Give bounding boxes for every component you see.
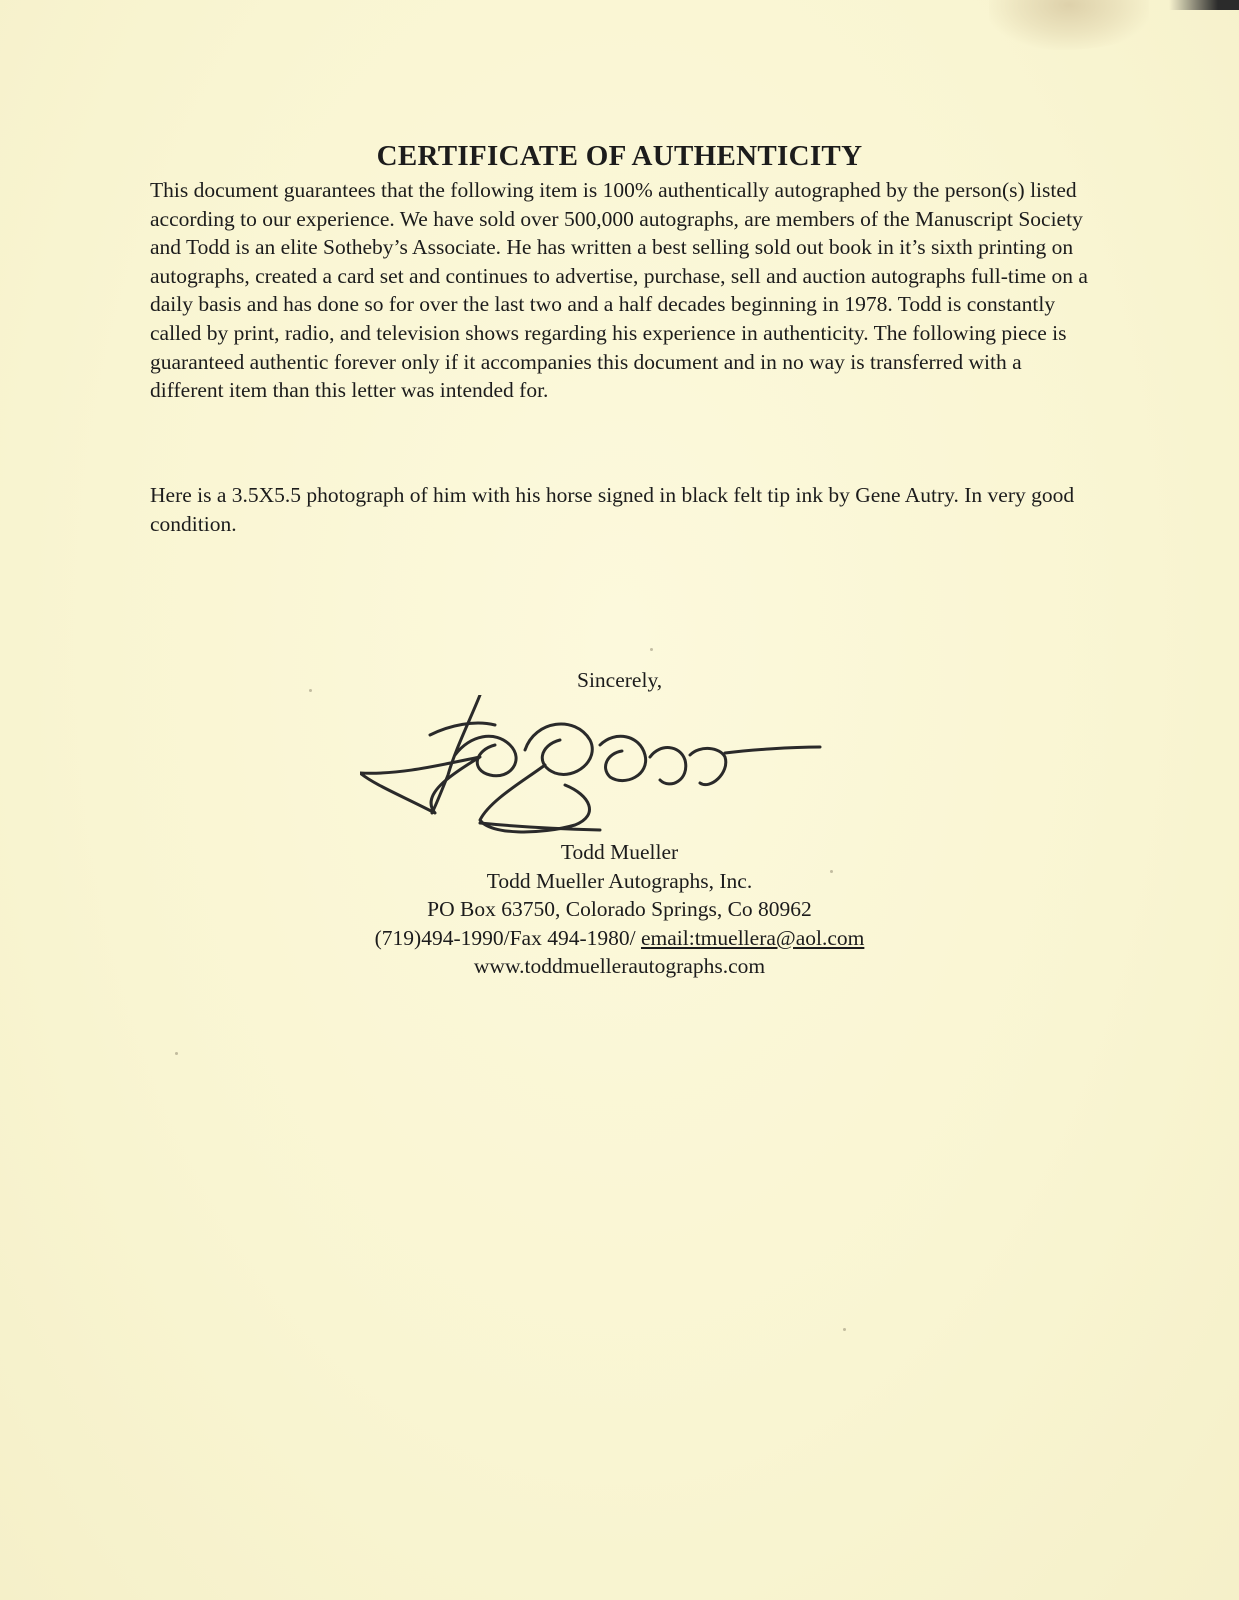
mailing-address: PO Box 63750, Colorado Springs, Co 80962 [427,897,812,922]
handwritten-signature [360,695,830,855]
website-url: www.toddmuellerautographs.com [473,954,766,979]
document-title: CERTIFICATE OF AUTHENTICITY [376,140,863,172]
phone-fax: (719)494-1990/Fax 494-1980/ [374,925,641,950]
paper-stain [989,0,1149,50]
company-name: Todd Mueller Autographs, Inc. [486,868,753,893]
signatory-name: Todd Mueller [560,840,679,864]
scan-edge-shadow [1169,0,1239,10]
paper-speck [650,648,653,651]
paper-speck [830,870,833,873]
closing-salutation: Sincerely, [577,668,663,692]
email-link[interactable]: email:tmuellera@aol.com [640,925,865,950]
contact-line [0,924,1239,953]
paper-speck [309,689,312,692]
guarantee-paragraph: This document guarantees that the following item is 100% authentically autographed by the person(s) listed according to our experience. We have sold over 500,000 autographs, are members of the Manuscript Society and Todd is an elite Sotheby’s Associate. He has written a best selling sold out book in it’s sixth printing on autographs, created a card set and continues to advertise, purchase, sell and auction autographs full-time on a daily basis and has done so for over the last two and a half decades beginning in 1978. Todd is constantly called by print, radio, and television shows regarding his experience in authenticity. The following piece is guaranteed authentic forever only if it accompanies this document and in no way is transferred with a different item than this letter was intended for. [150,178,1088,403]
signature-block [0,838,1239,981]
item-description: Here is a 3.5X5.5 photograph of him with his horse signed in black felt tip ink by Gene Autry. In very good condition. [150,483,1075,536]
paper-speck [843,1328,846,1331]
paper-speck [175,1052,178,1055]
